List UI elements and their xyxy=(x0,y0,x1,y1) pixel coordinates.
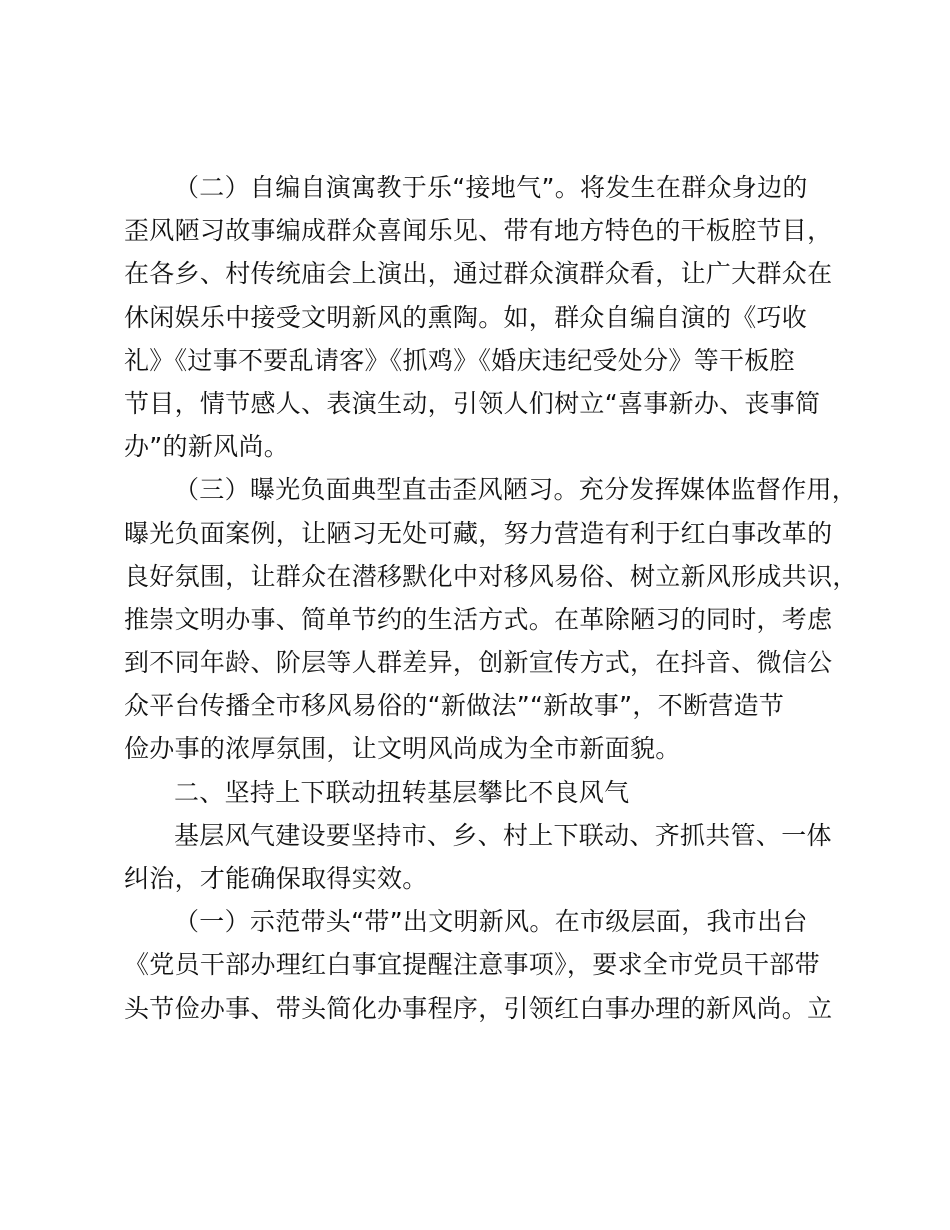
text-line: 节目，情节感人、表演生动，引领人们树立“喜事新办、丧事简 xyxy=(124,388,821,418)
text-line: 在各乡、村传统庙会上演出，通过群众演群众看，让广大群众在 xyxy=(124,259,833,289)
text-line: （三）曝光负面典型直击歪风陋习。充分发挥媒体监督作用， xyxy=(174,475,858,505)
text-line: 礼》《过事不要乱请客》《抓鸡》《婚庆违纪受处分》等干板腔 xyxy=(124,345,795,375)
text-line: 休闲娱乐中接受文明新风的熏陶。如，群众自编自演的《巧收 xyxy=(124,302,808,332)
paragraph-4 xyxy=(124,900,844,1030)
paragraph-2 xyxy=(124,468,858,770)
paragraph-3 xyxy=(124,814,844,900)
paragraph-1 xyxy=(124,166,844,468)
text-line: 曝光负面案例，让陋习无处可藏，努力营造有利于红白事改革的 xyxy=(124,518,833,548)
text-line: 歪风陋习故事编成群众喜闻乐见、带有地方特色的干板腔节目， xyxy=(124,216,833,246)
text-line: 到不同年龄、阶层等人群差异，创新宣传方式，在抖音、微信公 xyxy=(124,648,833,678)
section-heading xyxy=(124,771,844,814)
text-line: （二）自编自演寓教于乐“接地气”。将发生在群众身边的 xyxy=(174,173,808,202)
text-line: 众平台传播全市移风易俗的“新做法”“新故事”，不断营造节 xyxy=(124,691,785,721)
text-line: 办”的新风尚。 xyxy=(124,432,290,462)
text-line: 纠治，才能确保取得实效。 xyxy=(124,864,428,893)
text-line: 俭办事的浓厚氛围，让文明风尚成为全市新面貌。 xyxy=(124,734,681,764)
text-line: 基层风气建设要坚持市、乡、村上下联动、齐抓共管、一体 xyxy=(174,820,832,850)
document-body xyxy=(124,166,858,1030)
text-line: 推崇文明办事、简单节约的生活方式。在革除陋习的同时，考虑 xyxy=(124,604,833,634)
text-line: 头节俭办事、带头简化办事程序，引领红白事办理的新风尚。立 xyxy=(124,993,833,1023)
text-line: 良好氛围，让群众在潜移默化中对移风易俗、树立新风形成共识， xyxy=(124,561,858,591)
heading-line: 二、坚持上下联动扭转基层攀比不良风气 xyxy=(174,777,630,807)
text-line: 《党员干部办理红白事宜提醒注意事项》，要求全市党员干部带 xyxy=(124,950,820,980)
text-line: （一）示范带头“带”出文明新风。在市级层面，我市出台 xyxy=(174,907,808,937)
